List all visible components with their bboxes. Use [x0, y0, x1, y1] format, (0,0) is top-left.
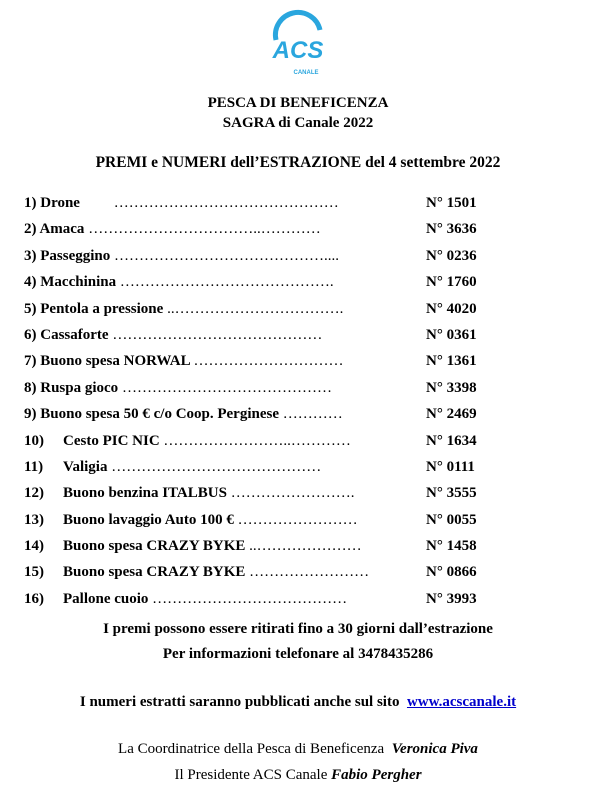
prize-winning-number: N° 0236	[426, 247, 477, 264]
svg-text:ACS: ACS	[272, 37, 324, 64]
prize-index: 9)	[24, 406, 37, 423]
president-role: Il Presidente ACS Canale	[174, 767, 328, 783]
prize-name: Buono spesa 50 € c/o Coop. Perginese	[40, 406, 280, 423]
prize-description	[24, 353, 344, 370]
prize-index: 2)	[24, 221, 37, 238]
prize-index: 6)	[24, 326, 37, 343]
prize-name: Buono benzina ITALBUS	[63, 485, 227, 502]
prize-leader-dots: ……………………………………....	[114, 247, 340, 264]
prize-description	[63, 538, 362, 555]
coordinator-role: La Coordinatrice della Pesca di Beneficenza	[118, 741, 385, 757]
prize-list	[24, 195, 584, 617]
prize-winning-number: N° 4020	[426, 300, 477, 317]
prize-winning-number: N° 0055	[426, 511, 477, 528]
prize-name: Macchinina	[40, 274, 117, 291]
prize-row	[24, 195, 584, 221]
prize-description	[63, 433, 351, 450]
prize-description	[24, 406, 343, 423]
prize-index: 16)	[24, 590, 44, 607]
prize-row	[24, 591, 584, 617]
title-line-2: SAGRA di Canale 2022	[222, 115, 374, 131]
prize-name: Buono spesa CRAZY BYKE	[63, 564, 246, 581]
prize-row	[24, 485, 584, 511]
prize-leader-dots: ……………………..…………	[163, 432, 351, 449]
title-line-1: PESCA DI BENEFICENZA	[207, 95, 389, 111]
prize-row	[24, 353, 584, 379]
prize-index: 4)	[24, 274, 37, 291]
prize-index: 13)	[24, 511, 44, 528]
prize-leader-dots: ……………………………………	[111, 458, 322, 475]
acs-logo	[268, 8, 328, 78]
prize-index: 10)	[24, 432, 44, 449]
website-note	[0, 694, 596, 711]
prize-name: Passeggino	[40, 247, 111, 264]
president-signature	[0, 767, 596, 784]
prize-leader-dots: ……………………	[249, 564, 370, 581]
prize-name: Buono lavaggio Auto 100 €	[63, 511, 234, 528]
prize-row	[24, 248, 584, 274]
prize-description	[24, 301, 343, 318]
prize-leader-dots: …………………………	[193, 353, 344, 370]
prize-index: 3)	[24, 247, 37, 264]
prize-name: Cassaforte	[40, 326, 109, 343]
prize-winning-number: N° 0866	[426, 564, 477, 581]
prize-description	[63, 591, 347, 608]
coordinator-signature	[0, 741, 596, 758]
prize-description	[24, 248, 339, 265]
prize-index: 14)	[24, 538, 44, 555]
prize-name: Cesto PIC NIC	[63, 432, 160, 449]
prize-winning-number: N° 3555	[426, 485, 477, 502]
prize-name: Valigia	[63, 458, 108, 475]
prize-description	[24, 195, 339, 212]
prize-row	[24, 459, 584, 485]
prize-leader-dots: ..…………………………….	[167, 300, 344, 317]
prize-row	[24, 406, 584, 432]
prize-row	[24, 301, 584, 327]
prize-description	[63, 564, 369, 581]
prize-description	[24, 274, 334, 291]
coordinator-name: Veronica Piva	[391, 741, 478, 757]
prize-name: Drone	[40, 195, 80, 211]
prize-leader-dots: …………………….	[230, 485, 355, 502]
prize-winning-number: N° 1458	[426, 538, 477, 555]
prize-index: 7)	[24, 353, 37, 370]
website-link[interactable]: www.acscanale.it	[406, 694, 517, 710]
prize-description	[63, 512, 358, 529]
prize-leader-dots: …………………………………….	[119, 274, 334, 291]
prize-leader-dots: ………………………………………	[113, 195, 339, 211]
prize-index: 5)	[24, 300, 37, 317]
president-name: Fabio Pergher	[331, 767, 422, 783]
pickup-note: I premi possono essere ritirati fino a 30 giorni dall’estrazione	[103, 621, 493, 637]
prize-row	[24, 512, 584, 538]
prize-name: Pallone cuoio	[63, 590, 149, 607]
prize-leader-dots: ……………………	[237, 511, 358, 528]
prize-winning-number: N° 2469	[426, 406, 477, 423]
prize-index: 8)	[24, 379, 37, 396]
prize-row	[24, 221, 584, 247]
svg-text:CANALE: CANALE	[293, 70, 319, 76]
prize-index: 15)	[24, 564, 44, 581]
prize-description	[24, 221, 321, 238]
website-note-text: I numeri estratti saranno pubblicati anche sul sito	[79, 694, 400, 710]
prize-row	[24, 274, 584, 300]
phone-note: Per informazioni telefonare al 3478435286	[162, 646, 434, 662]
prize-leader-dots: …………	[282, 406, 343, 423]
prize-winning-number: N° 0111	[426, 458, 475, 475]
prize-winning-number: N° 1361	[426, 353, 477, 370]
prize-row	[24, 538, 584, 564]
prize-leader-dots: ……………………………………	[121, 379, 332, 396]
title-line-3: PREMI e NUMERI dell’ESTRAZIONE del 4 settembre 2022	[95, 154, 501, 171]
prize-description	[24, 380, 332, 397]
prize-description	[63, 485, 354, 502]
prize-leader-dots: ..…………………	[249, 538, 362, 555]
prize-winning-number: N° 1501	[426, 195, 477, 211]
prize-winning-number: N° 3398	[426, 379, 477, 396]
prize-name: Buono spesa NORWAL	[40, 353, 190, 370]
prize-name: Ruspa gioco	[40, 379, 119, 396]
prize-index: 12)	[24, 485, 44, 502]
prize-name: Amaca	[39, 221, 85, 238]
prize-row	[24, 564, 584, 590]
prize-row	[24, 433, 584, 459]
prize-name: Buono spesa CRAZY BYKE	[63, 538, 246, 555]
prize-description	[24, 327, 322, 344]
prize-winning-number: N° 1634	[426, 432, 477, 449]
prize-leader-dots: ……………………………………	[112, 326, 323, 343]
prize-winning-number: N° 3993	[426, 590, 477, 607]
prize-name: Pentola a pressione	[40, 300, 164, 317]
prize-winning-number: N° 0361	[426, 326, 477, 343]
prize-leader-dots: …………………………………	[152, 590, 348, 607]
prize-row	[24, 327, 584, 353]
acs-logo-graphic	[268, 8, 328, 78]
prize-winning-number: N° 1760	[426, 274, 477, 291]
prize-row	[24, 380, 584, 406]
prize-description	[63, 459, 321, 476]
prize-leader-dots: ……………………………..…………	[88, 221, 321, 238]
prize-winning-number: N° 3636	[426, 221, 477, 238]
prize-index: 11)	[24, 458, 44, 475]
prize-index: 1)	[24, 195, 37, 211]
